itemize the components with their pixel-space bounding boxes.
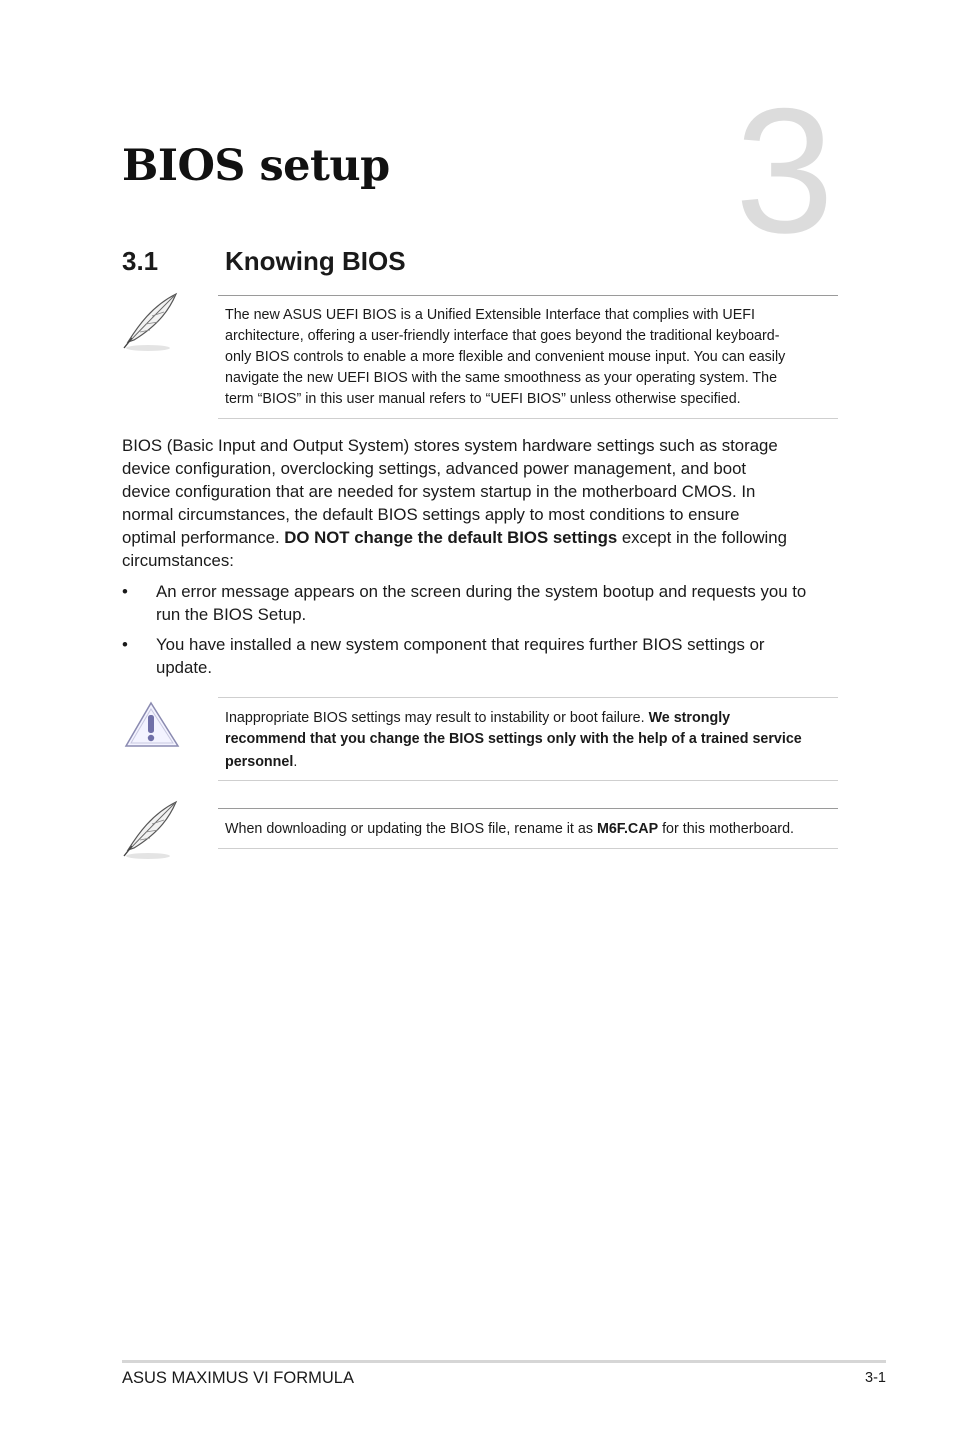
note-line: architecture, offering a user-friendly interface that goes beyond the traditional keyboard- bbox=[225, 328, 780, 344]
bullet-line: run the BIOS Setup. bbox=[156, 605, 307, 624]
note-line: The new ASUS UEFI BIOS is a Unified Extensible Interface that complies with UEFI bbox=[225, 307, 755, 323]
bullet-text bbox=[156, 633, 836, 679]
feather-pen-icon bbox=[120, 290, 180, 354]
body-line: circumstances: bbox=[122, 551, 234, 570]
caution-emphasis: recommend that you change the BIOS settings only with the help of a trained service bbox=[225, 731, 802, 747]
body-line bbox=[122, 526, 832, 549]
caution-line bbox=[225, 729, 837, 750]
caution-text bbox=[225, 708, 837, 773]
chapter-number: 3 bbox=[735, 71, 834, 270]
bullet-marker: • bbox=[122, 582, 128, 601]
bullet-item bbox=[122, 580, 842, 626]
note-bottom-rule bbox=[218, 418, 838, 419]
body-text: optimal performance. bbox=[122, 528, 285, 547]
caution-top-rule bbox=[218, 697, 838, 698]
body-line: BIOS (Basic Input and Output System) stores system hardware settings such as storage bbox=[122, 436, 778, 455]
warning-triangle-icon bbox=[122, 700, 182, 750]
note-top-rule bbox=[218, 295, 838, 296]
note-bottom-rule bbox=[218, 848, 838, 849]
caution-plain: . bbox=[293, 754, 298, 770]
section-heading bbox=[122, 244, 406, 278]
caution-plain: Inappropriate BIOS settings may result to instability or boot failure. bbox=[225, 710, 649, 726]
note-line: term “BIOS” in this user manual refers to “UEFI BIOS” unless otherwise specified. bbox=[225, 391, 741, 407]
bullet-text bbox=[156, 580, 836, 626]
bullet-marker: • bbox=[122, 635, 128, 654]
footer-product-name: ASUS MAXIMUS VI FORMULA bbox=[122, 1369, 354, 1387]
caution-emphasis: We strongly bbox=[648, 710, 731, 726]
body-line: device configuration, overclocking settings, advanced power management, and boot bbox=[122, 459, 747, 478]
bios-filename: M6F.CAP bbox=[596, 821, 659, 837]
body-emphasis: DO NOT change the default BIOS settings bbox=[284, 528, 618, 547]
bullet-line: update. bbox=[156, 658, 212, 677]
bullet-item bbox=[122, 633, 842, 679]
note-knowing-bios bbox=[225, 305, 837, 410]
footer-page-number: 3-1 bbox=[865, 1370, 886, 1386]
caution-line bbox=[225, 752, 837, 773]
note-bios-filename bbox=[225, 819, 837, 840]
note-plain: for this motherboard. bbox=[658, 821, 794, 837]
body-text: except in the following bbox=[617, 528, 787, 547]
caution-emphasis: personnel bbox=[225, 754, 294, 770]
note-line: navigate the new UEFI BIOS with the same smoothness as your operating system. The bbox=[225, 370, 778, 386]
body-line: normal circumstances, the default BIOS settings apply to most conditions to ensure bbox=[122, 505, 740, 524]
caution-line bbox=[225, 708, 837, 729]
section-title: Knowing BIOS bbox=[225, 246, 406, 276]
chapter-title: BIOS setup bbox=[122, 141, 390, 191]
section-number: 3.1 bbox=[122, 246, 159, 276]
note-top-rule bbox=[218, 808, 838, 809]
caution-bottom-rule bbox=[218, 780, 838, 781]
body-paragraph bbox=[122, 434, 832, 572]
note-plain: When downloading or updating the BIOS file, rename it as bbox=[225, 821, 597, 837]
body-line: device configuration that are needed for system startup in the motherboard CMOS. In bbox=[122, 482, 756, 501]
bullet-line: You have installed a new system component that requires further BIOS settings or bbox=[156, 635, 765, 654]
bullet-line: An error message appears on the screen during the system bootup and requests you to bbox=[156, 582, 807, 601]
feather-pen-icon bbox=[120, 798, 180, 862]
note-line: only BIOS controls to enable a more flexible and convenient mouse input. You can easily bbox=[225, 349, 786, 365]
footer-rule bbox=[122, 1360, 886, 1363]
